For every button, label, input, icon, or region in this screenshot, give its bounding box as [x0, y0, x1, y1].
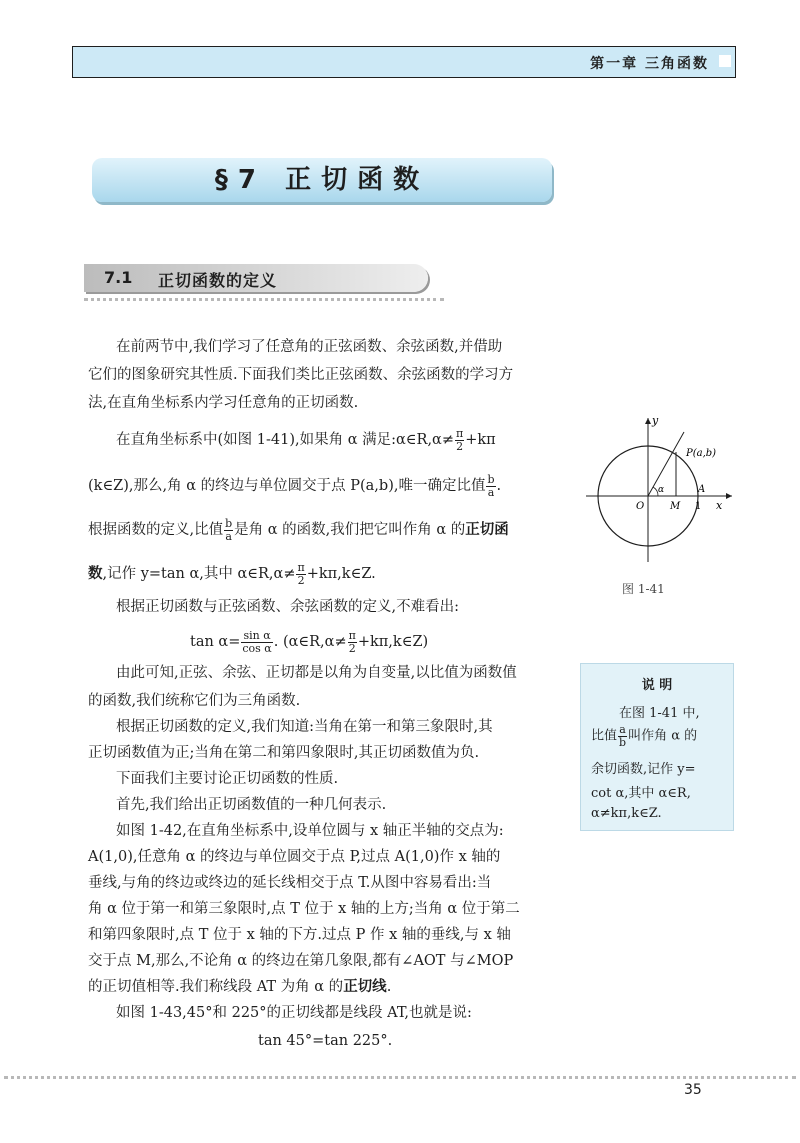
body-line: 正切函数值为正;当角在第二和第四象限时,其正切函数值为负.	[88, 745, 480, 761]
body-line: 根据正切函数与正弦函数、余弦函数的定义,不难看出:	[116, 599, 459, 615]
body-line: 在前两节中,我们学习了任意角的正弦函数、余弦函数,并借助	[116, 339, 503, 355]
note-line: cot α,其中 α∈R,	[591, 786, 691, 801]
x-label: x	[716, 499, 723, 512]
point-m-label: M	[670, 501, 681, 512]
section-title: §7 正切函数	[92, 158, 552, 202]
body-line: 在直角坐标系中(如图 1-41),如果角 α 满足:α∈R,α≠ $\frac{\pi}{2}$ +kπ	[116, 427, 496, 453]
note-line: α≠kπ,k∈Z.	[591, 806, 662, 821]
one-label: 1	[695, 501, 702, 512]
alpha-label: α	[658, 485, 665, 495]
subsection-title: 正切函数的定义	[158, 271, 278, 290]
note-title: 说 明	[641, 678, 673, 693]
point-a-label: A	[698, 484, 706, 495]
terminal-side	[648, 432, 684, 496]
body-line: 首先,我们给出正切函数值的一种几何表示.	[116, 797, 387, 813]
fraction-b-over-a: $\frac{b}{a}$	[225, 517, 233, 543]
body-line: 数,记作 y=tan α,其中 α∈R,α≠ $\frac{\pi}{2}$ +kπ,k∈Z.	[88, 561, 376, 587]
body-line: 由此可知,正弦、余弦、正切都是以角为自变量,以比值为函数值	[116, 665, 517, 681]
body-line: 它们的图象研究其性质.下面我们类比正弦函数、余弦函数的学习方	[88, 367, 514, 383]
x-axis-arrow-icon	[726, 493, 732, 499]
fraction-pi-over-2: $\frac{\pi}{2}$	[348, 629, 356, 655]
y-axis-arrow-icon	[645, 418, 651, 424]
body-line: 根据正切函数的定义,我们知道:当角在第一和第三象限时,其	[116, 719, 493, 735]
fraction-pi-over-2: $\frac{\pi}{2}$	[297, 561, 305, 587]
body-line: A(1,0),任意角 α 的终边与单位圆交于点 P,过点 A(1,0)作 x 轴的	[88, 849, 501, 865]
footer-divider	[4, 1076, 796, 1079]
note-line: 比值 $\frac{a}{b}$ 叫作角 α 的	[591, 723, 698, 749]
running-header	[72, 46, 736, 78]
unit-circle-figure	[582, 412, 742, 572]
body-line: 下面我们主要讨论正切函数的性质.	[116, 771, 339, 787]
tangent-equality: tan 45°=tan 225°.	[258, 1033, 393, 1049]
body-line: 角 α 位于第一和第三象限时,点 T 位于 x 轴的上方;当角 α 位于第二	[88, 901, 520, 917]
origin-label: O	[636, 501, 645, 512]
body-line: 交于点 M,那么,不论角 α 的终边在第几象限,都有∠AOT 与∠MOP	[88, 953, 514, 969]
term-tangent-function: 正切函	[465, 522, 509, 539]
y-label: y	[652, 414, 659, 427]
page-number: 35	[684, 1082, 702, 1098]
note-line: 在图 1-41 中,	[619, 706, 700, 721]
body-line: 根据函数的定义,比值 $\frac{b}{a}$ 是角 α 的函数,我们把它叫作角 α 的正切函	[88, 517, 509, 543]
fraction-a-over-b: $\frac{a}{b}$	[619, 723, 627, 749]
point-p-label: P(a,b)	[686, 448, 717, 459]
subsection-divider	[84, 298, 444, 301]
body-line: 和第四象限时,点 T 位于 x 轴的下方.过点 P 作 x 轴的垂线,与 x 轴	[88, 927, 511, 943]
body-line: 垂线,与角的终边或终边的延长线相交于点 T.从图中容易看出:当	[88, 875, 492, 891]
chapter-title: 第一章 三角函数	[590, 56, 709, 72]
fraction-b-over-a: $\frac{b}{a}$	[487, 473, 495, 499]
body-line: 的函数,我们统称它们为三角函数.	[88, 693, 301, 709]
fraction-pi-over-2: $\frac{\pi}{2}$	[456, 427, 464, 453]
body-line: 法,在直角坐标系内学习任意角的正切函数.	[88, 395, 359, 411]
body-line: (k∈Z),那么,角 α 的终边与单位圆交于点 P(a,b),唯一确定比值 $\frac{b}{a}$ .	[88, 473, 502, 499]
note-box	[580, 663, 734, 831]
subsection-banner	[84, 264, 428, 292]
figure-caption: 图 1-41	[622, 582, 665, 596]
subsection-number: 7.1	[104, 268, 133, 287]
term-tangent-line: 正切线	[343, 979, 387, 995]
body-line: 的正切值相等.我们称线段 AT 为角 α 的正切线.	[88, 979, 392, 995]
header-square-icon	[719, 55, 731, 67]
body-line: 如图 1-43,45°和 225°的正切线都是线段 AT,也就是说:	[116, 1005, 472, 1021]
tangent-formula: tan α= $\frac{\text{sin α}}{\text{cos α}}$ . (α∈R,α≠ $\frac{\pi}{2}$ +kπ,k∈Z)	[190, 629, 429, 655]
body-line: 如图 1-42,在直角坐标系中,设单位圆与 x 轴正半轴的交点为:	[116, 823, 504, 839]
note-line: 余切函数,记作 y=	[591, 762, 696, 777]
